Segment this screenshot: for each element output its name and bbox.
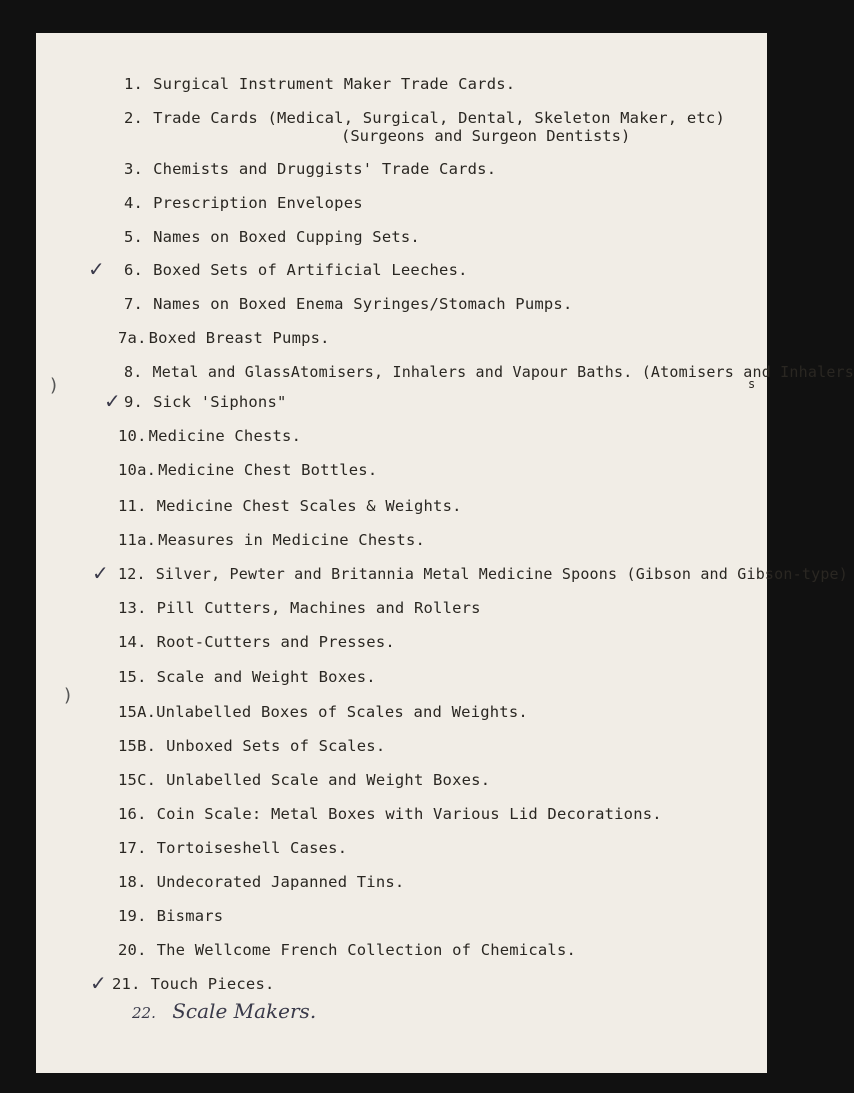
item-number: 16. (118, 805, 147, 823)
item-number: 7a. (118, 329, 147, 347)
item-text: Unlabelled Scale and Weight Boxes. (166, 771, 491, 789)
check-mark-icon: ✓ (92, 561, 109, 585)
item-number: 1. (124, 75, 144, 93)
item-subtext: (Surgeons and Surgeon Dentists) (341, 127, 631, 145)
item-text: Unlabelled Boxes of Scales and Weights. (156, 703, 528, 721)
item-number: 21. (112, 975, 141, 993)
item-text: Medicine Chest Bottles. (158, 461, 378, 479)
item-number: 18. (118, 873, 147, 891)
item-text: Unboxed Sets of Scales. (166, 737, 386, 755)
item-text: Trade Cards (Medical, Surgical, Dental, Skeleton Maker, etc) (153, 109, 725, 127)
item-text: Undecorated Japanned Tins. (156, 873, 405, 891)
item-text: Metal and GlassAtomisers, Inhalers and Vapour Baths. (Atomisers and Inhalers (152, 363, 854, 381)
list-item (118, 737, 385, 755)
check-mark-icon: ✓ (90, 971, 107, 995)
item-number: 8. (124, 363, 143, 381)
document-page (36, 33, 854, 1073)
list-item (124, 75, 515, 93)
list-item (118, 941, 576, 959)
item-text: Measures in Medicine Chests. (158, 531, 426, 549)
item-number: 20. (118, 941, 147, 959)
list-item (124, 160, 496, 178)
item-number: 17. (118, 839, 147, 857)
item-number: 10a. (118, 461, 157, 479)
item-text: Boxed Breast Pumps. (148, 329, 330, 347)
item-text: Bismars (156, 907, 224, 925)
item-number: 15A. (118, 703, 157, 721)
item-number: 2. (124, 109, 144, 127)
item-text: Chemists and Druggists' Trade Cards. (153, 160, 497, 178)
list-item (118, 703, 528, 721)
item-number: 5. (124, 228, 144, 246)
item-text: Surgical Instrument Maker Trade Cards. (153, 75, 516, 93)
item-number: 11a. (118, 531, 157, 549)
item-text: Boxed Sets of Artificial Leeches. (153, 261, 468, 279)
list-item (118, 839, 347, 857)
list-item (118, 805, 662, 823)
margin-bracket-icon: ) (50, 375, 58, 396)
list-item (118, 599, 481, 617)
handwritten-number: 22. (132, 1004, 156, 1022)
item-number: 11. (118, 497, 147, 515)
item-text: The Wellcome French Collection of Chemicals. (156, 941, 577, 959)
item-text: Coin Scale: Metal Boxes with Various Lid Decorations. (156, 805, 662, 823)
item-text: Tortoiseshell Cases. (156, 839, 348, 857)
list-item (124, 194, 363, 212)
list-item (112, 975, 275, 993)
item-text: Touch Pieces. (150, 975, 275, 993)
item-text: Sick 'Siphons" (153, 393, 287, 411)
item-number: 13. (118, 599, 147, 617)
handwritten-item (132, 999, 316, 1023)
list-item (118, 497, 462, 515)
list-item (118, 427, 301, 445)
list-item (124, 393, 287, 411)
handwritten-text: Scale Makers. (172, 999, 317, 1023)
item-text: Prescription Envelopes (153, 194, 363, 212)
list-item (124, 109, 725, 127)
item-number: 15. (118, 668, 147, 686)
overflow-letter: s (748, 377, 756, 391)
list-item (118, 531, 425, 549)
list-item (124, 228, 420, 246)
list-item (118, 907, 223, 925)
item-number: 15C. (118, 771, 157, 789)
item-number: 9. (124, 393, 144, 411)
list-item (124, 363, 854, 381)
check-mark-icon: ✓ (88, 257, 105, 281)
item-number: 3. (124, 160, 144, 178)
item-text: Pill Cutters, Machines and Rollers (156, 599, 481, 617)
item-number: 10. (118, 427, 147, 445)
check-mark-icon: ✓ (104, 389, 121, 413)
item-text: Scale and Weight Boxes. (156, 668, 376, 686)
list-item (124, 295, 572, 313)
item-text: Silver, Pewter and Britannia Metal Medicine Spoons (Gibson and Gibson-type) (155, 565, 849, 583)
list-item (118, 461, 377, 479)
list-item (118, 633, 395, 651)
item-text: Medicine Chest Scales & Weights. (156, 497, 462, 515)
item-number: 4. (124, 194, 144, 212)
margin-bracket-icon: ) (64, 685, 72, 706)
item-number: 12. (118, 565, 146, 583)
item-text: Root-Cutters and Presses. (156, 633, 395, 651)
item-number: 6. (124, 261, 144, 279)
list-item (124, 261, 468, 279)
item-text: Names on Boxed Enema Syringes/Stomach Pumps. (153, 295, 573, 313)
list-item (118, 873, 404, 891)
list-item (118, 565, 848, 583)
item-number: 7. (124, 295, 144, 313)
item-number: 19. (118, 907, 147, 925)
list-item (118, 771, 490, 789)
list-item (118, 668, 376, 686)
item-text: Names on Boxed Cupping Sets. (153, 228, 420, 246)
item-number: 14. (118, 633, 147, 651)
item-number: 15B. (118, 737, 157, 755)
list-item (118, 329, 330, 347)
item-text: Medicine Chests. (148, 427, 302, 445)
